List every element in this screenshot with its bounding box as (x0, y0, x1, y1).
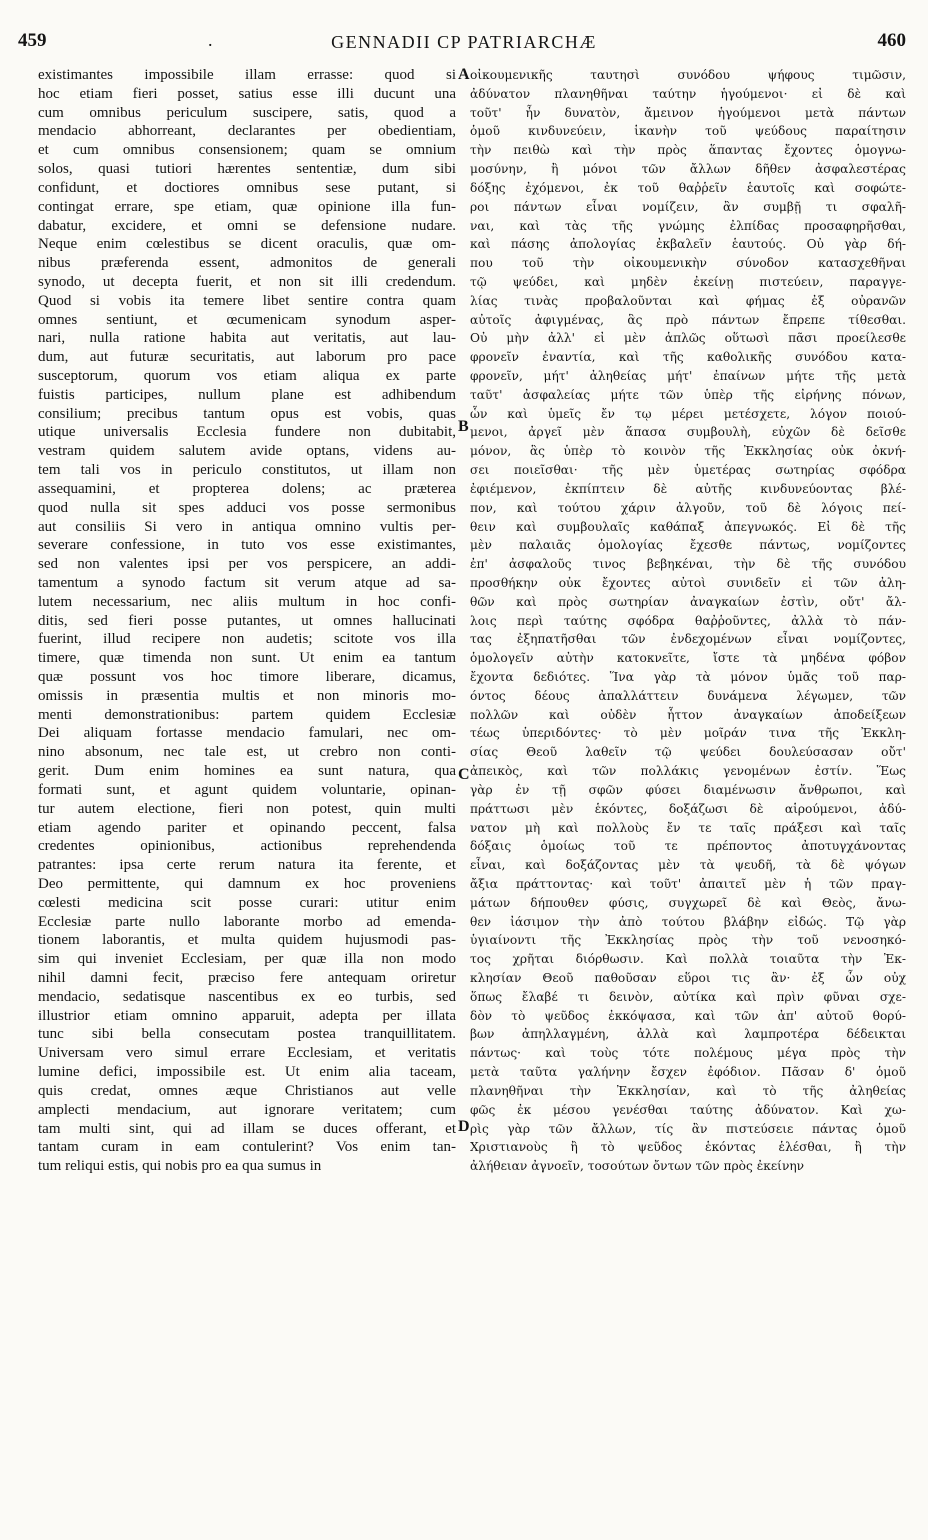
text-line: cœlesti medicina scit posse curari: utitur enim (38, 894, 456, 911)
text-line: πράττωσι μὲν ἑκόντες, δοξάζωσι δὲ αἱρούμενοι, ἀδύ- (470, 801, 906, 816)
text-line: gerit. Dum enim homines ea sunt natura, qua (38, 763, 456, 780)
text-line: nari, nulla ratione habita aut veritatis, aut lau- (38, 330, 456, 347)
text-line: sim qui inveniet Ecclesiam, per quæ illa non modo (38, 951, 456, 968)
text-line: menti demonstrationibus: partem quidem Ecclesiæ (38, 706, 456, 723)
text-line: αὐτοῖς ἀφιγμένας, ἃς πρὸ πάντων ἔπρεπε τίθεσθαι. (470, 312, 906, 327)
text-line: Universam vero simul errare Ecclesiam, et veritatis (38, 1045, 456, 1062)
running-title: GENNADII CP PATRIARCHÆ (331, 32, 597, 52)
text-line: τας ἐξηπατῆσθαι τῶν ἐνδεχομένων εἶναι νομίζοντες, (470, 632, 906, 647)
text-line: amplecti mendacium, aut ignorare veritatem; cum (38, 1101, 456, 1118)
text-line: μὲν παλαιᾶς ὁμολογίας ἔχεσθε πάντως, νομίζοντες (470, 538, 906, 553)
text-line: μάτων δήπουθεν φύσις, συγχωρεῖ δὲ καὶ Θεὸς, ἄνω- (470, 895, 906, 910)
text-line: solos, quasi tutiori hærentes sententiæ, dum sibi (38, 161, 456, 178)
text-line: ροι πάντων εἶναι νομίζειν, ἂν συμβῇ τι σφαλῆ- (470, 199, 906, 214)
text-line: ἐφιέμενον, ἐκπίπτειν δὲ αὐτῆς κινδυνεύοντας βλέ- (470, 481, 906, 496)
text-line: lumine defici, impossibile est. Ut enim alia taceam, (38, 1064, 456, 1081)
text-line: ἀλήθειαν ἀγνοεῖν, τοσούτων ὄντων τῶν πρὸς ἐκείνην (470, 1159, 805, 1174)
text-line: ὁμοῦ κινδυνεύειν, ἱκανὴν τοῦ ψεύδους παραίτησιν (470, 124, 906, 139)
text-line: οἰκουμενικῆς ταυτησὶ συνόδου ψήφους τιμῶσιν, (470, 68, 906, 82)
text-line: consilium; precibus tantum opus est vobis, quas (38, 405, 456, 422)
text-line: confidunt, et doctiores omnibus sese putant, si (38, 179, 456, 196)
text-line: ταῦτ' ἀσφαλείας μήτε τῶν ὑπὲρ τῆς εἰρήνης πόνων, (470, 387, 906, 402)
text-line: illustrior etiam omnino apparuit, adepta per illata (38, 1007, 456, 1024)
text-line: μετὰ ταῦτα γαλήνην ἔσχεν ἐφόδιον. Πᾶσαν δ' ὁμοῦ (470, 1065, 906, 1080)
text-line: quis credat, omnes æque Christianos aut velle (38, 1082, 456, 1099)
page-header (18, 30, 910, 60)
text-line: προσθήκην οὐκ ἔχοντες αὐτοὶ συνιδεῖν εἰ τῶν ἀλη- (470, 575, 906, 590)
text-line: τοῦτ' ἦν δυνατὸν, ἄμεινον ἡγούμενοι μετὰ πάντων (470, 105, 906, 120)
text-line: tur autem electione, fieri non potest, quin multi (38, 800, 456, 817)
text-line: ἀπεικὸς, καὶ τῶν πολλάκις γενομένων ἐστίν. Ἕως (470, 764, 906, 779)
text-line: πλανηθῆναι τὴν Ἐκκλησίαν, καὶ τὸ τῆς ἀληθείας (470, 1083, 906, 1098)
latin-column (38, 66, 456, 1176)
text-line: λίας τινὰς προβαλοῦνται καὶ φήμας ἐξ οὐρανῶν (470, 293, 906, 308)
text-line: κλησίαν Θεοῦ παθοῦσαν εὕροι τις ἂν· ἐξ ὧν οὐχ (470, 971, 906, 985)
text-line: ὧν καὶ ὑμεῖς ἔν τῳ μέρει μετέσχετε, λόγον ποιού- (470, 406, 906, 421)
text-line: Χριστιανοὺς ἢ τὸ ψεῦδος ἑκόντας ἑλέσθαι, ἢ τὴν (470, 1140, 906, 1155)
text-line: assequamini, et propterea dolens; ac præterea (38, 480, 456, 497)
text-line: ρὶς γὰρ τῶν ἄλλων, τίς ἂν πιστεύσειε πάντας ὁμοῦ (470, 1121, 906, 1136)
text-line: ναι, καὶ τὰς τῆς γνώμης ἐλπίδας προσαφηρῆσθαι, (470, 218, 906, 233)
text-line: δὸν τὸ ψεῦδος ἐκκόψασα, καὶ τῶν ἀπ' αὐτοῦ θορύ- (470, 1008, 906, 1023)
margin-letter-b: B (458, 418, 469, 435)
text-line: ditis, sed fieri posse putantes, ut omnes hallucinati (38, 612, 456, 629)
text-line: utique universalis Ecclesia fundere non dubitabit, (38, 424, 456, 441)
page-number-right: 460 (877, 30, 906, 51)
text-line: τέως ὑπεριδόντες· τὸ μὲν μοῖράν τινα τῆς Ἐκκλη- (470, 726, 906, 741)
text-line: φρονεῖν, μήτ' ἀληθείας μήτ' ἐπαίνων μήτε τῆς μετὰ (470, 369, 906, 383)
text-line: πον, καὶ τούτου χάριν ἀλγοῦν, τοῦ δὲ λόγοις πεί- (470, 500, 906, 515)
text-line: ὁμολογεῖν αὐτὴν κατοκνεῖτε, ἴστε τὰ μηδένα φόβον (470, 651, 906, 666)
margin-letter-c: C (458, 766, 470, 783)
text-line: tionem laborantis, et multa quidem hujusmodi pas- (38, 932, 456, 949)
text-line: θεν ἰάσιμον τὴν ἀπὸ τούτου βλάβην εἰδώς. Τῷ γὰρ (470, 914, 906, 929)
text-line: ὅπως ἔλαβέ τι δεινὸν, αὐτίκα καὶ πρὶν φῦναι σχε- (470, 989, 906, 1004)
text-line: omissis in præsentia multis et non minoris mo- (38, 687, 456, 704)
text-line: vestram quidem salutem avide optans, videns au- (38, 443, 456, 460)
text-line: σίας Θεοῦ λαθεῖν τῷ ψεύδει δουλεύσασαν οὔτ' (470, 745, 906, 760)
text-line: Οὐ μὴν ἀλλ' εἰ μὲν ἁπλῶς οὕτωσὶ πᾶσι προείλεσθε (470, 331, 906, 346)
text-line: Quod si vobis ita temere libet sentire contra quam (38, 292, 456, 309)
text-line: cum omnibus periculum suscipere, satis, quod a (38, 104, 456, 121)
text-line: aut consiliis Si vero in antiqua omnino vultis per- (38, 518, 456, 535)
text-line: ἄξια πράττοντας· καὶ τοῦτ' ἀπαιτεῖ μὲν ἡ τῶν πραγ- (470, 876, 906, 891)
text-line: Neque enim cœlestibus se dicent oraculis, quæ om- (38, 236, 456, 253)
text-line: tam multi sint, qui ad illam se duces offerant, et (38, 1120, 456, 1137)
text-line: timere, quæ timenda non sunt. Ut enim ea tantum (38, 650, 456, 667)
page-number-left: 459 (18, 30, 47, 51)
text-line: θῶν καὶ πρὸς σωτηρίαν ἀναγκαίων ἐστὶν, οὔτ' ἄλ- (470, 594, 906, 609)
text-line: dum, aut futuræ securitatis, aut laborum pro pace (38, 349, 456, 366)
text-line: θειν καὶ συμβουλαῖς καθάπαξ ἀπεγνωκός. Εἰ δὲ τῆς (470, 519, 906, 534)
text-line: omnes sentiunt, et œcumenicam synodum asper- (38, 311, 456, 328)
text-line: etiam agendo pariter et opinando peccent, falsa (38, 819, 456, 836)
text-line: quod nulla sit spes adduci vos posse sermonibus (38, 499, 456, 516)
text-line: susceptorum, quorum vos etiam aliqua ex parte (38, 368, 456, 384)
text-line: tum reliqui estis, qui nobis pro ea qua sumus in (38, 1158, 322, 1175)
text-line: γὰρ ἐν τῇ σφῶν φύσει διαμένωσιν ἄνθρωποι, καὶ (470, 782, 906, 797)
text-line: φρονεῖν ἐναντία, καὶ τῆς καθολικῆς συνόδου κατα- (470, 350, 906, 365)
text-line: tamentum a synodo factum sit verum atque ad sa- (38, 574, 456, 591)
text-line: tem tali vos in periculo constitutos, ut illam non (38, 462, 456, 479)
text-line: contingat errare, spe etiam, quæ opinione illa fun- (38, 198, 456, 215)
text-line: τὴν πειθὼ καὶ τὴν πρὸς ἅπαντας ἔχοντες ὁμογνω- (470, 143, 906, 158)
text-line: mendacio, sedatisque nascentibus ex eo turbis, sed (38, 988, 456, 1005)
text-line: quæ possunt vos hoc timore liberare, dicamus, (38, 669, 456, 685)
text-line: μενοι, ἀργεῖ μὲν ἅπασα συμβουλὴ, εὐχῶν δὲ δεῖσθε (470, 425, 906, 440)
greek-column (470, 66, 906, 1176)
text-line: που τοῦ τὴν οἰκουμενικὴν σύνοδον κατασχεθῆναι (470, 256, 906, 271)
text-line: σει ποιεῖσθαι· τῆς μὲν ὑμετέρας σωτηρίας σφόδρα (470, 463, 906, 478)
margin-letter-a: A (458, 66, 470, 83)
text-line: fuerint, illud recipere non audetis; scitote vos illa (38, 631, 456, 648)
text-line: Deo permittente, qui damnum ex hoc proveniens (38, 875, 456, 892)
text-line: όντος δέους ἀπαλλάττειν δυνάμενα λέγωμεν, τῶν (470, 688, 906, 703)
text-line: Dei aliquam fortasse mendacio famulari, nec om- (38, 725, 456, 742)
text-line: νατον μὴ καὶ πολλοὺς ἔν τε ταῖς πράξεσι καὶ ταῖς (470, 820, 906, 835)
text-line: credentes opinionibus, actionibus reprehendenda (38, 838, 456, 855)
text-line: sed non valentes ipsi per vos perspicere, an addi- (38, 556, 456, 573)
text-line: nibus præferenda essent, admonitos de generali (38, 255, 456, 272)
text-line: nino absonum, nec tale est, ut crebro non conti- (38, 744, 456, 761)
text-line: λοις περὶ ταύτης σφόδρα θαῤῥοῦντες, ἀλλὰ τὸ πάν- (470, 613, 906, 628)
text-line: πάντως· καὶ τοὺς τότε πολέμους μέγα πρὸς τὴν (470, 1046, 906, 1061)
text-line: ἀδύνατον πλανηθῆναι ταύτην ἡγούμενοι· εἰ δὲ καὶ (470, 86, 906, 101)
text-line: ἔχοντα δεδιότες. Ἵνα γὰρ τὰ μόνον ὑμᾶς τοῦ παρ- (470, 670, 906, 684)
text-line: et cum omnibus consensionem; quam se omnium (38, 142, 456, 159)
text-line: βων ἀπηλλαγμένη, ἀλλὰ καὶ λαμπροτέρα δέδεικται (470, 1027, 906, 1042)
text-line: ἐπ' ἀσφαλοῦς τινος βεβηκέναι, τὴν δὲ τῆς συνόδου (470, 557, 906, 572)
text-line: τῷ ψεύδει, καὶ μηδὲν ἐκείνῃ πιστεύειν, παραγγε- (470, 274, 906, 289)
text-line: μοσύνην, ἢ μόνοι τῶν ἄλλων δῆθεν ἀσφαλεστέρας (470, 162, 906, 177)
text-line: καὶ πάσης ἀπολογίας ἐκβαλεῖν ἑαυτούς. Οὐ γὰρ δή- (470, 237, 906, 252)
text-line: δόξης ἐχόμενοι, ἐκ τοῦ θαῤῥεῖν ἑαυτοῖς καὶ σοφώτε- (470, 180, 906, 195)
text-line: εἶναι, καὶ δοξάζοντας μὲν τὰ ψευδῆ, τὰ δὲ ψόγων (470, 858, 906, 873)
text-line: synodo, ut decepta fuerit, et non sit illi credendum. (38, 273, 456, 290)
text-line: mendacio abhorreant, declarantes per obedientiam, (38, 123, 456, 140)
text-line: tunc sibi bella consecutam postea tranquillitatem. (38, 1026, 456, 1043)
text-line: existimantes impossibile illam errasse: quod si (38, 67, 456, 83)
text-line: dabatur, excidere, et omni se defensione nudare. (38, 217, 456, 234)
header-separator: . (208, 30, 213, 50)
text-line: lutem necessarium, nec aliis multum in hoc confi- (38, 593, 456, 610)
text-line: τος χρῆται διόρθωσιν. Καὶ πολλὰ τοιαῦτα τὴν Ἐκ- (470, 952, 906, 967)
text-line: δόξαις ὁμοίως τοῦ τε πρέποντος ἀποτυγχάνοντας (470, 839, 906, 854)
text-line: patrantes: ipsa certe rerum natura ita ferente, et (38, 857, 456, 874)
text-line: πολλῶν καὶ οὐδὲν ἧττον ἀναγκαίων ἀποδείξεων (470, 707, 906, 722)
text-line: nihil damni fecit, præciso fere antequam oriretur (38, 970, 456, 986)
text-line: tantam curam in eam contulerint? Vos enim tan- (38, 1139, 456, 1156)
text-line: Ecclesiæ parte nullo laborante morbo ad emenda- (38, 913, 456, 930)
text-line: formati sunt, et agunt quidem voluntarie, opinan- (38, 781, 456, 798)
text-line: fuistis participes, nullum plane est adhibendum (38, 386, 456, 403)
text-line: ὑγιαίνοντι τῆς Ἐκκλησίας πρὸς τὴν τοῦ νενοσηκό- (470, 933, 906, 948)
margin-letter-d: D (458, 1118, 470, 1135)
text-line: severare confessione, in tuto vos esse existimantes, (38, 537, 456, 554)
text-line: μόνον, ἃς ὑπὲρ τὸ κοινὸν τῆς Ἐκκλησίας οὐκ ὀκνή- (470, 444, 906, 459)
text-line: φῶς ἐκ μέσου γενέσθαι ταύτης ἀδύνατον. Καὶ χω- (470, 1102, 906, 1117)
text-line: hoc etiam fieri posset, satius esse illi ducunt una (38, 85, 456, 102)
